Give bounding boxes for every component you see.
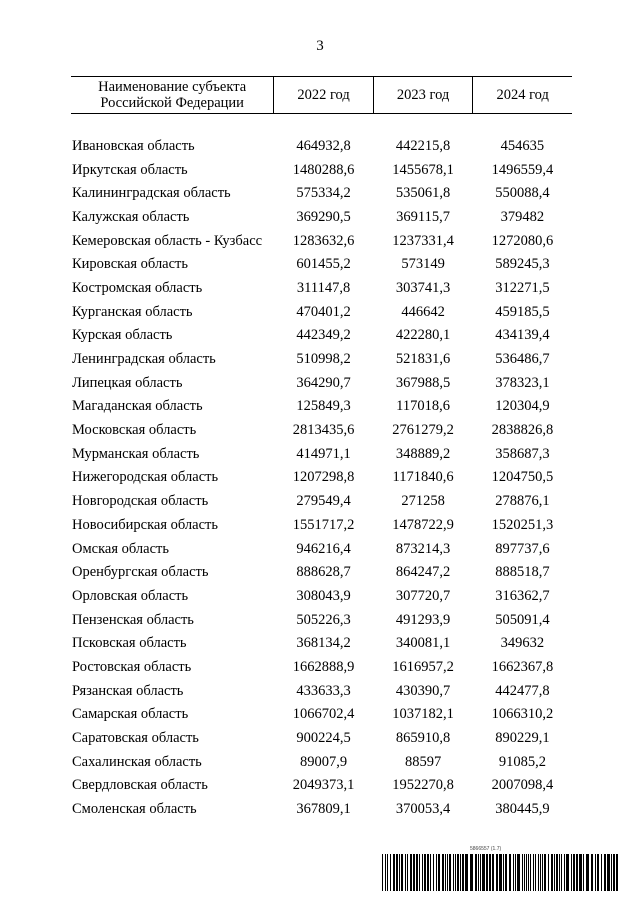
subject-name-cell: Курганская область: [72, 303, 193, 320]
subject-name-cell: Костромская область: [72, 279, 203, 296]
subject-name-cell: Кемеровская область - Кузбасс: [72, 232, 263, 249]
table-row: [71, 584, 572, 608]
value-2022-cell: 946216,4: [296, 540, 351, 557]
subject-name-cell: Калининградская область: [72, 185, 231, 202]
value-2024-cell: 1066310,2: [491, 706, 554, 723]
table-row: [71, 276, 572, 300]
subject-name-cell: Рязанская область: [72, 682, 184, 699]
value-2024-cell: 897737,6: [495, 540, 550, 557]
table-row: [71, 181, 572, 205]
value-2023-cell: 521831,6: [395, 351, 451, 368]
subject-name-cell: Омская область: [72, 540, 169, 557]
header-year-2022: 2022 год: [274, 77, 374, 114]
value-2024-cell: 888518,7: [495, 564, 550, 581]
table-row: [71, 442, 572, 466]
value-2022-cell: 575334,2: [296, 185, 351, 202]
value-2022-cell: 464932,8: [296, 137, 351, 154]
value-2023-cell: 1037182,1: [392, 706, 454, 723]
value-2022-cell: 1551717,2: [292, 516, 355, 533]
value-2024-cell: 1662367,8: [491, 658, 554, 675]
subject-name-cell: Мурманская область: [72, 445, 200, 462]
value-2024-cell: 1204750,5: [491, 469, 554, 486]
subject-name-cell: Смоленская область: [72, 801, 197, 818]
budget-table: [71, 76, 572, 821]
value-2024-cell: 379482: [500, 208, 545, 225]
value-2022-cell: 279549,4: [296, 493, 351, 510]
subject-name-cell: Магаданская область: [72, 398, 203, 415]
subject-name-cell: Курская область: [72, 327, 173, 344]
subject-name-cell: Иркутская область: [72, 161, 188, 178]
value-2024-cell: 550088,4: [495, 185, 550, 202]
subject-name-cell: Пензенская область: [72, 611, 194, 628]
table-row: [71, 205, 572, 229]
value-2023-cell: 1952270,8: [392, 777, 454, 794]
table-spacer-row: [71, 114, 572, 135]
value-2024-cell: 378323,1: [495, 374, 550, 391]
header-year-2023: 2023 год: [373, 77, 473, 114]
subject-name-cell: Оренбургская область: [72, 564, 209, 581]
table-row: [71, 726, 572, 750]
value-2023-cell: 2761279,2: [392, 422, 454, 439]
value-2024-cell: 349632: [500, 635, 545, 652]
table-row: [71, 560, 572, 584]
value-2023-cell: 864247,2: [395, 564, 451, 581]
value-2024-cell: 536486,7: [495, 351, 550, 368]
table-row: [71, 347, 572, 371]
value-2023-cell: 422280,1: [395, 327, 451, 344]
value-2023-cell: 1171840,6: [392, 469, 454, 486]
value-2024-cell: 442477,8: [495, 682, 550, 699]
value-2023-cell: 307720,7: [395, 587, 451, 604]
value-2023-cell: 340081,1: [395, 635, 451, 652]
table-row: [71, 395, 572, 419]
value-2023-cell: 1478722,9: [392, 516, 454, 533]
table-row: [71, 797, 572, 821]
value-2024-cell: 890229,1: [495, 730, 550, 747]
value-2022-cell: 900224,5: [296, 730, 351, 747]
value-2023-cell: 303741,3: [395, 279, 451, 296]
subject-name-cell: Сахалинская область: [72, 753, 202, 770]
value-2024-cell: 1496559,4: [491, 161, 554, 178]
value-2023-cell: 348889,2: [395, 445, 451, 462]
value-2023-cell: 369115,7: [396, 208, 451, 225]
table-row: [71, 774, 572, 798]
value-2023-cell: 370053,4: [395, 801, 451, 818]
value-2022-cell: 1662888,9: [292, 658, 355, 675]
value-2022-cell: 1283632,6: [292, 232, 355, 249]
value-2024-cell: 278876,1: [495, 493, 550, 510]
subject-name-cell: Ивановская область: [72, 137, 195, 154]
subject-name-cell: Свердловская область: [72, 777, 208, 794]
value-2023-cell: 88597: [404, 753, 442, 770]
value-2022-cell: 367809,1: [296, 801, 351, 818]
subject-name-cell: Липецкая область: [72, 374, 183, 391]
table-row: [71, 513, 572, 537]
value-2022-cell: 364290,7: [296, 374, 351, 391]
subject-name-cell: Ростовская область: [72, 658, 192, 675]
value-2024-cell: 380445,9: [495, 801, 550, 818]
value-2022-cell: 2813435,6: [292, 422, 355, 439]
value-2023-cell: 535061,8: [395, 185, 451, 202]
value-2022-cell: 89007,9: [300, 753, 348, 770]
value-2022-cell: 311147,8: [296, 279, 351, 296]
value-2024-cell: 459185,5: [495, 303, 550, 320]
table-header-row: [71, 77, 572, 114]
value-2023-cell: 430390,7: [395, 682, 451, 699]
value-2023-cell: 367988,5: [395, 374, 451, 391]
table-row: [71, 229, 572, 253]
table-row: [71, 631, 572, 655]
value-2024-cell: 1520251,3: [491, 516, 554, 533]
value-2024-cell: 120304,9: [495, 398, 550, 415]
subject-name-cell: Новгородская область: [72, 493, 209, 510]
subject-name-cell: Калужская область: [72, 208, 190, 225]
table-row: [71, 703, 572, 727]
header-subject-name: Наименование субъекта Российской Федерации: [71, 77, 274, 114]
value-2023-cell: 271258: [401, 493, 445, 510]
subject-name-cell: Ленинградская область: [72, 351, 216, 368]
value-2022-cell: 1480288,6: [292, 161, 355, 178]
value-2024-cell: 91085,2: [498, 753, 546, 770]
subject-name-cell: Орловская область: [72, 587, 189, 604]
subject-name-cell: Московская область: [72, 422, 197, 439]
value-2023-cell: 117018,6: [396, 398, 451, 415]
value-2022-cell: 125849,3: [296, 398, 351, 415]
value-2023-cell: 1616957,2: [392, 658, 454, 675]
value-2023-cell: 865910,8: [395, 730, 451, 747]
subject-name-cell: Самарская область: [72, 706, 189, 723]
page-number: 3: [316, 38, 324, 54]
value-2022-cell: 368134,2: [296, 635, 351, 652]
value-2024-cell: 358687,3: [495, 445, 550, 462]
table-row: [71, 418, 572, 442]
subject-name-cell: Саратовская область: [72, 730, 199, 747]
value-2023-cell: 446642: [401, 303, 445, 320]
value-2024-cell: 505091,4: [495, 611, 550, 628]
table-row: [71, 489, 572, 513]
table-row: [71, 466, 572, 490]
barcode: [382, 846, 618, 891]
table-row: [71, 655, 572, 679]
value-2024-cell: 2838826,8: [491, 422, 554, 439]
value-2024-cell: 1272080,6: [491, 232, 554, 249]
value-2022-cell: 442349,2: [296, 327, 351, 344]
value-2022-cell: 888628,7: [296, 564, 351, 581]
value-2022-cell: 510998,2: [296, 351, 351, 368]
table-body: [71, 114, 572, 821]
value-2022-cell: 2049373,1: [292, 777, 355, 794]
value-2022-cell: 1066702,4: [292, 706, 355, 723]
subject-name-cell: Новосибирская область: [72, 516, 218, 533]
value-2022-cell: 1207298,8: [292, 469, 355, 486]
value-2024-cell: 454635: [500, 137, 545, 154]
value-2024-cell: 434139,4: [495, 327, 550, 344]
value-2024-cell: 589245,3: [495, 256, 550, 273]
value-2022-cell: 505226,3: [296, 611, 351, 628]
value-2023-cell: 873214,3: [395, 540, 451, 557]
value-2022-cell: 414971,1: [296, 445, 351, 462]
value-2023-cell: 1237331,4: [392, 232, 454, 249]
value-2022-cell: 369290,5: [296, 208, 351, 225]
table-row: [71, 324, 572, 348]
table-row: [71, 134, 572, 158]
subject-name-cell: Нижегородская область: [72, 469, 219, 486]
value-2023-cell: 1455678,1: [392, 161, 454, 178]
table-row: [71, 158, 572, 182]
barcode-icon: [382, 854, 618, 891]
table-row: [71, 608, 572, 632]
value-2022-cell: 470401,2: [296, 303, 351, 320]
table-row: [71, 252, 572, 276]
value-2022-cell: 308043,9: [296, 587, 351, 604]
header-year-2024: 2024 год: [473, 77, 572, 114]
table-row: [71, 300, 572, 324]
value-2024-cell: 2007098,4: [491, 777, 554, 794]
subject-name-cell: Кировская область: [72, 256, 189, 273]
subject-name-cell: Псковская область: [72, 635, 187, 652]
value-2024-cell: 312271,5: [495, 279, 550, 296]
value-2024-cell: 316362,7: [495, 587, 550, 604]
table-row: [71, 750, 572, 774]
table-row: [71, 679, 572, 703]
table-row: [71, 537, 572, 561]
table-row: [71, 371, 572, 395]
barcode-caption: 5866557 (1.7): [470, 846, 502, 852]
value-2022-cell: 601455,2: [296, 256, 351, 273]
value-2023-cell: 491293,9: [395, 611, 451, 628]
value-2022-cell: 433633,3: [296, 682, 351, 699]
value-2023-cell: 573149: [401, 256, 445, 273]
value-2023-cell: 442215,8: [395, 137, 451, 154]
